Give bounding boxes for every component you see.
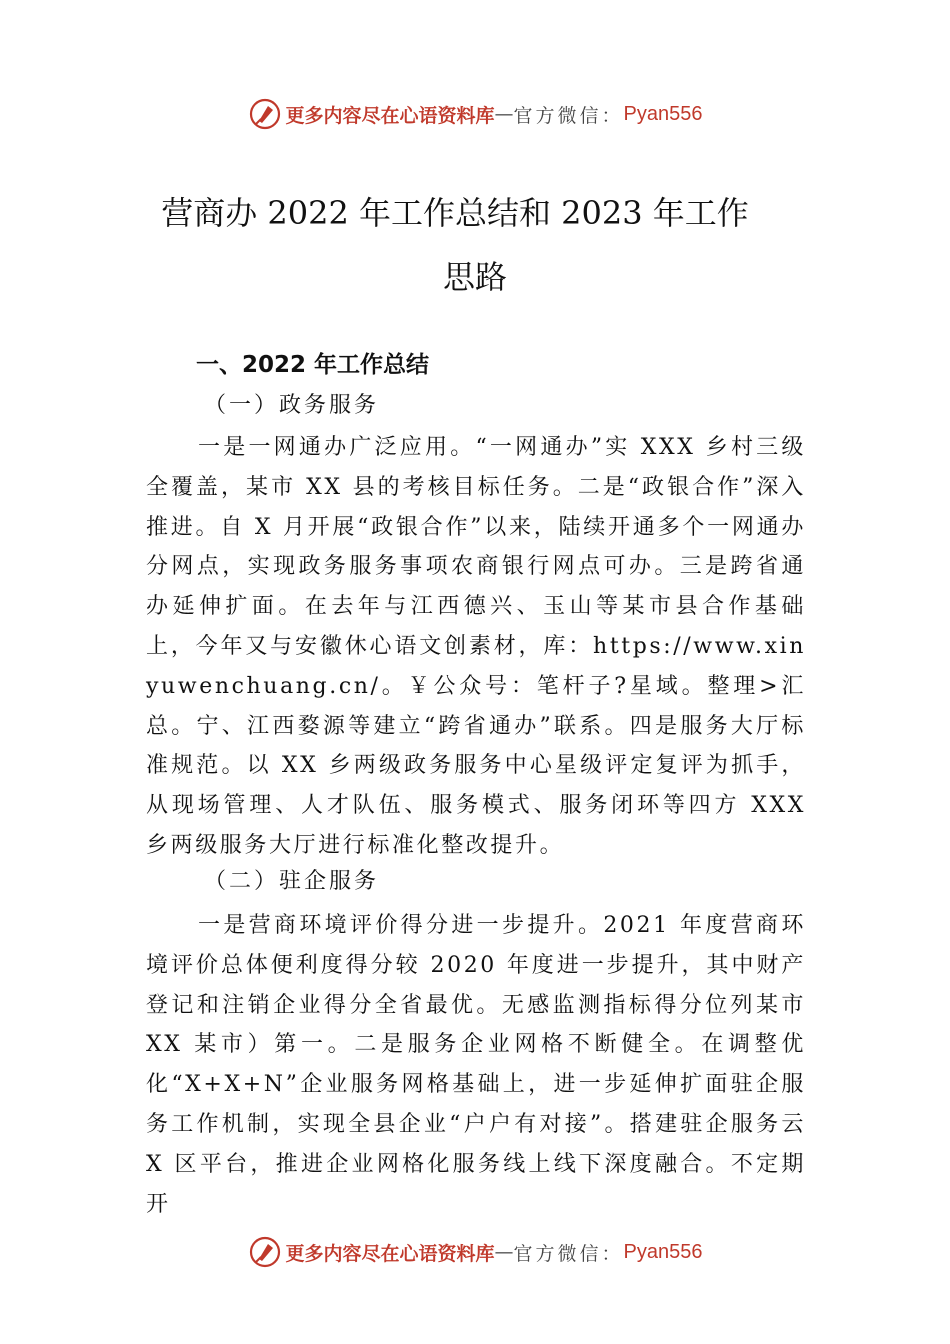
pen-nib-icon: [248, 97, 282, 131]
banner-brand-text: 更多内容尽在心语资料库: [285, 104, 495, 127]
document-title-line2: 思路: [442, 258, 507, 296]
banner-brand-text: 更多内容尽在心语资料库: [285, 1242, 495, 1265]
banner-wechat-label: 官方微信：: [513, 1242, 624, 1265]
subsection-heading-2: （二）驻企服务: [204, 869, 380, 894]
banner-separator: —: [494, 103, 514, 125]
banner-separator: —: [494, 1241, 514, 1263]
pen-nib-icon: [248, 1235, 282, 1269]
section-heading: 一、2022 年工作总结: [196, 352, 430, 378]
banner-wechat-id: Pyan556: [623, 102, 703, 125]
document-title-line1: 营商办 2022 年工作总结和 2023 年工作: [161, 194, 749, 232]
footer-banner: [0, 1232, 950, 1272]
banner-wechat-id: Pyan556: [623, 1240, 703, 1263]
header-banner: [0, 94, 950, 134]
body-paragraph-2: 一是营商环境评价得分进一步提升。2021 年度营商环境评价总体便利度得分较 2020 年度进一步提升，其中财产登记和注销企业得分全省最优。无感监测指标得分位列某市 XX 某市）第一。二是服务企业网格不断健全。在调整优 化“X+X+N”企业服务网格基础上，进一步延伸扩面驻企服务工作机制，实现全县企业“户户有对接”。搭建驻企服务云 X 区平台，推进企业网格化服务线上线下深度融合。不定期开: [146, 913, 806, 1217]
subsection-heading-1: （一）政务服务: [204, 393, 380, 418]
banner-wechat-label: 官方微信：: [513, 104, 624, 127]
body-paragraph-1: 一是一网通办广泛应用。“一网通办”实 XXX 乡村三级全覆盖，某市 XX 县的考核目标任务。二是“政银合作”深入推进。自 X 月开展“政银合作”以来，陆续开通多个一网通办分网点，实现政务服务事项农商银行网点可办。三是跨省通办延伸扩面。在去年与江西德兴、玉山等某市县合作基础上，今年又与安徽休心语文创素材，库：https://www.xinyuwenchuang.cn/。￥公众号：笔杆子?星域。整理>汇总。宁、江西婺源等建立“跨省通办”联系。四是服务大厅标准规范。以 XX 乡两级政务服务中心星级评定复评为抓手，从现场管理、人才队伍、服务模式、服务闭环等四方 XXX 乡两级服务大厅进行标准化整改提升。: [146, 435, 806, 858]
